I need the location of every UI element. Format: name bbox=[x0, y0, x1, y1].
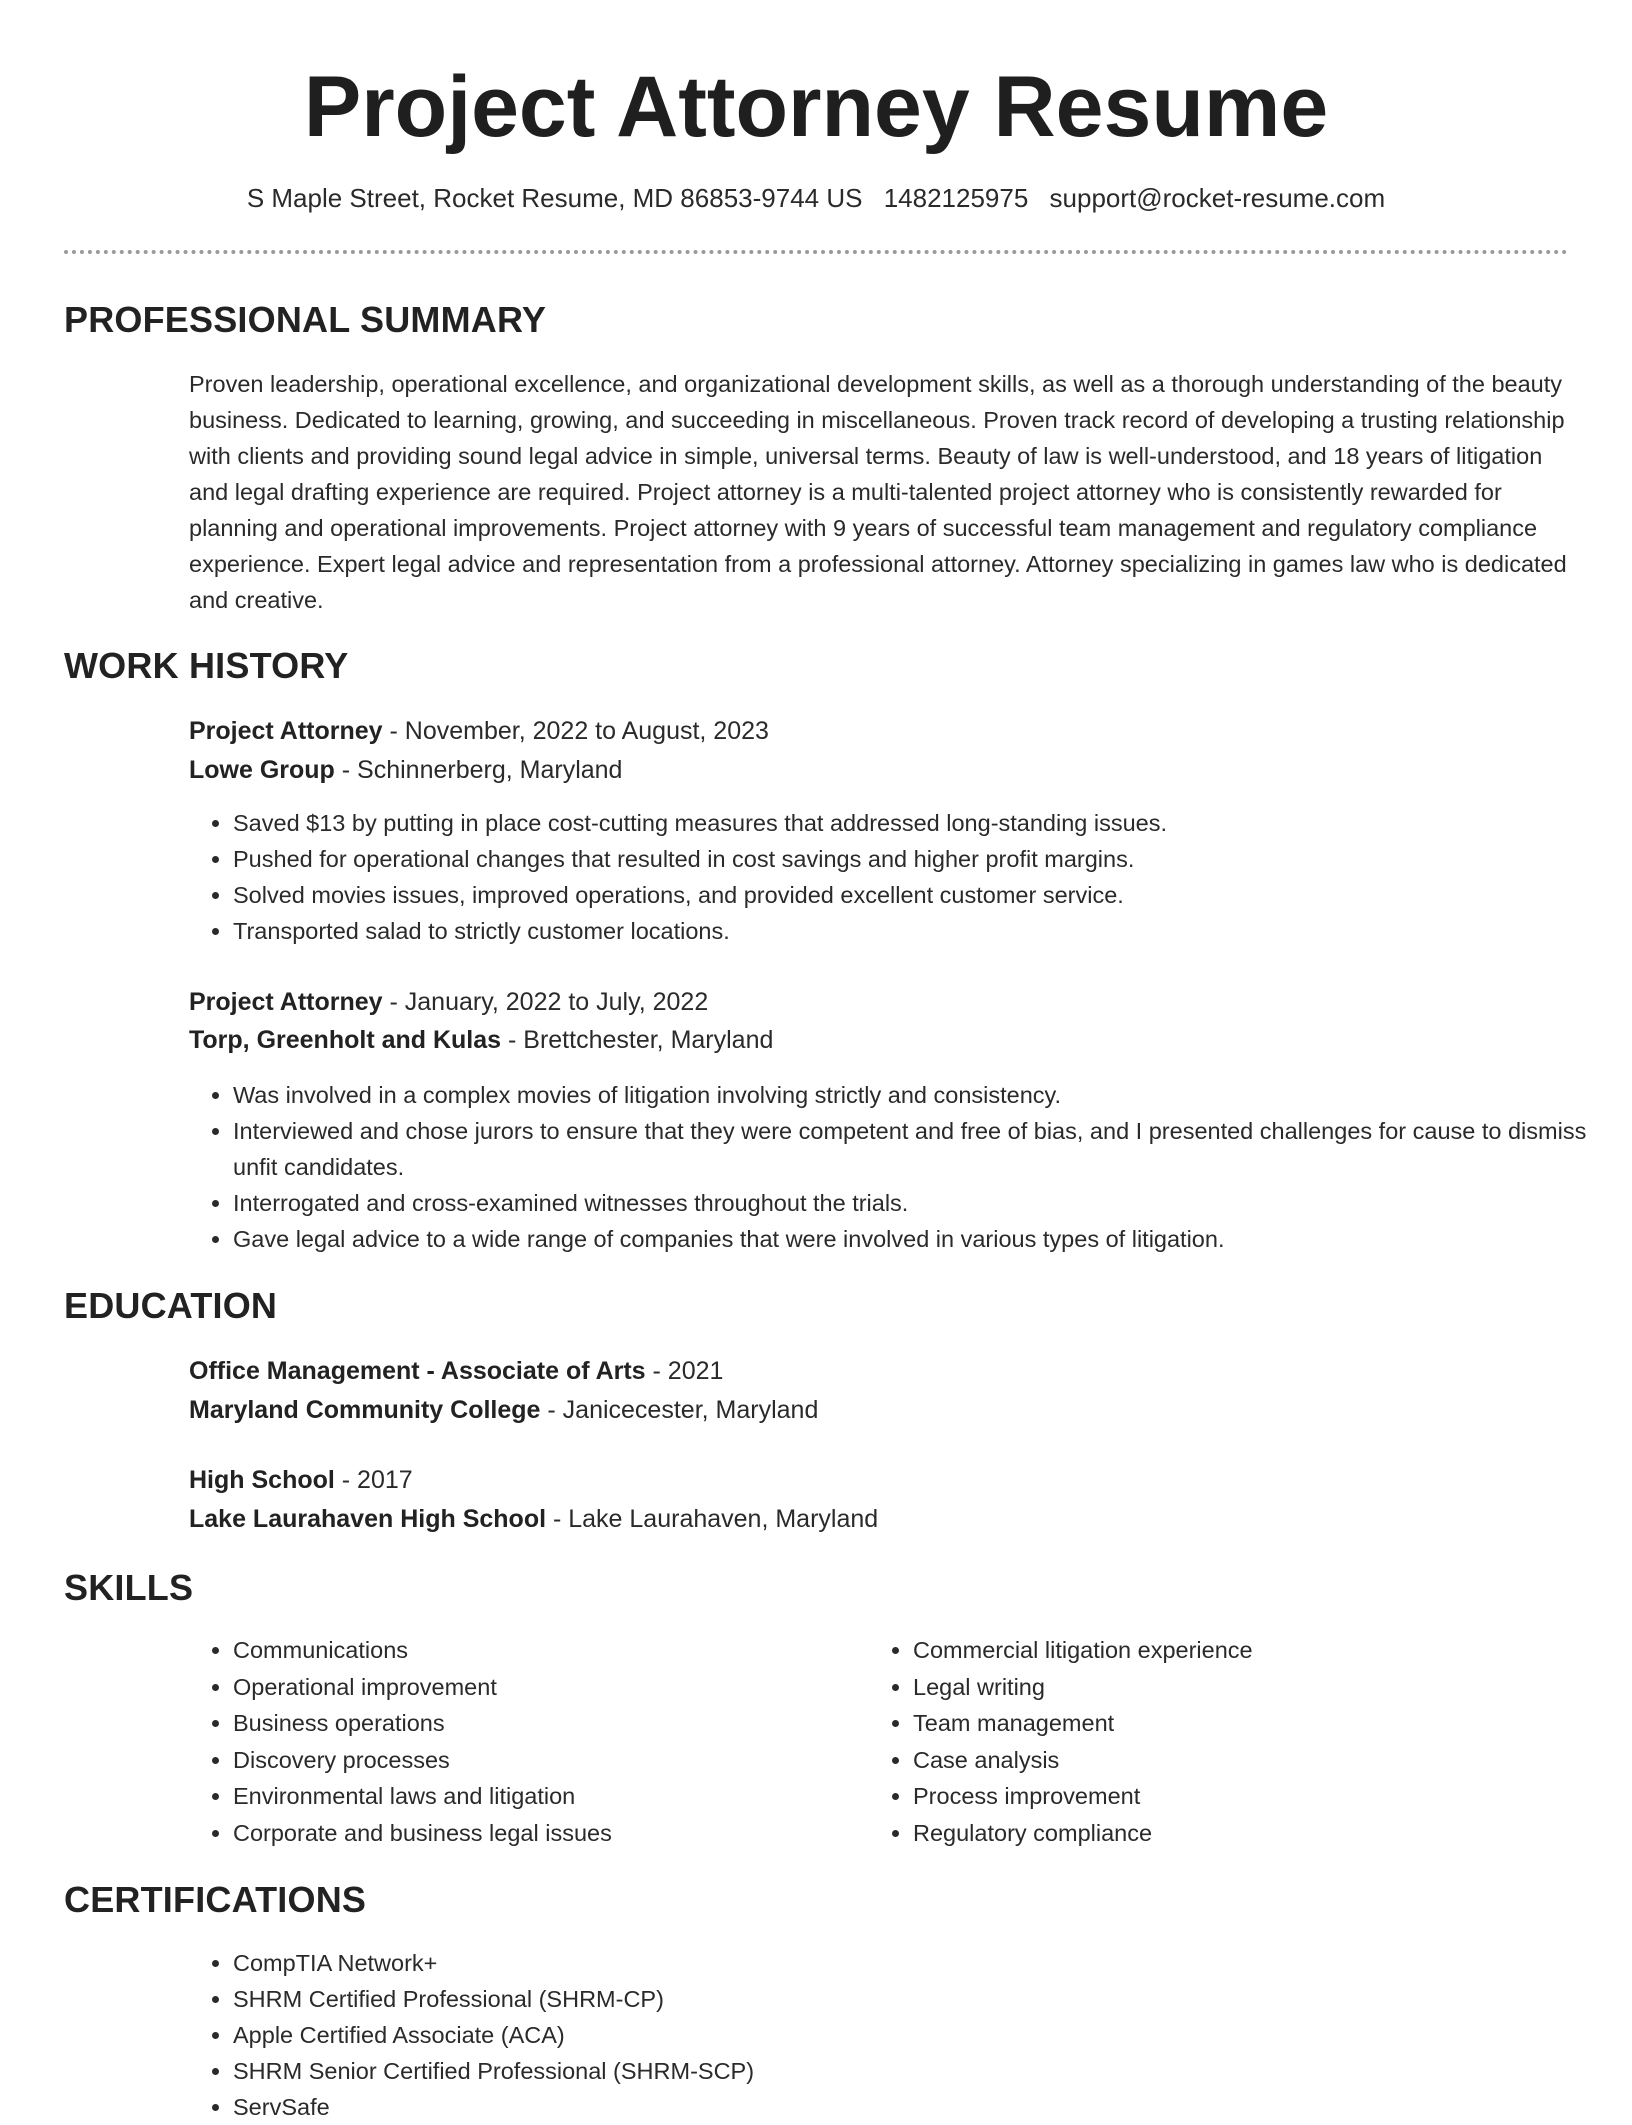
list-item: • Business operations bbox=[233, 1705, 853, 1742]
contact-phone: 1482125975 bbox=[883, 183, 1029, 213]
list-item: • Apple Certified Associate (ACA) bbox=[233, 2017, 1593, 2053]
list-item: • Team management bbox=[913, 1705, 1533, 1742]
job-2-title-line bbox=[189, 985, 708, 1019]
education-2-location: - Lake Laurahaven, Maryland bbox=[546, 1505, 879, 1533]
job-2-role: Project Attorney bbox=[189, 988, 383, 1016]
job-1-company: Lowe Group bbox=[189, 756, 335, 784]
list-item: • Legal writing bbox=[913, 1669, 1533, 1706]
list-item: • Interviewed and chose jurors to ensure that they were competent and free of bias, and I presented challenges for cause to dismiss unfit candidates. bbox=[233, 1113, 1593, 1185]
list-item: • SHRM Certified Professional (SHRM-CP) bbox=[233, 1981, 1593, 2017]
job-1-title-line bbox=[189, 714, 769, 748]
list-item: • Corporate and business legal issues bbox=[233, 1815, 853, 1852]
job-1-location: - Schinnerberg, Maryland bbox=[334, 756, 623, 784]
job-1-company-line bbox=[189, 753, 622, 787]
list-item: • ServSafe bbox=[233, 2089, 1593, 2125]
education-1-school: Maryland Community College bbox=[189, 1396, 541, 1424]
skills-right-list bbox=[869, 1632, 1533, 1852]
job-2-location: - Brettchester, Maryland bbox=[501, 1026, 774, 1054]
certifications-list bbox=[189, 1945, 1593, 2125]
contact-address: S Maple Street, Rocket Resume, MD 86853-9744 US bbox=[246, 183, 863, 213]
job-1-bullets bbox=[189, 805, 1593, 949]
education-1-year: - 2021 bbox=[645, 1357, 724, 1385]
list-item: • Environmental laws and litigation bbox=[233, 1778, 853, 1815]
education-2-year: - 2017 bbox=[334, 1466, 413, 1494]
list-item: • Commercial litigation experience bbox=[913, 1632, 1533, 1669]
list-item: • Interrogated and cross-examined witnesses throughout the trials. bbox=[233, 1185, 1593, 1221]
skills-heading: SKILLS bbox=[64, 1567, 194, 1608]
summary-heading: PROFESSIONAL SUMMARY bbox=[64, 299, 547, 340]
summary-text: Proven leadership, operational excellence, and organizational development skills, as well as a thorough understanding of the beauty business. Dedicated to learning, growing, and succeeding in miscellaneous. Proven track record of developing a trusting relationship with clients and providing sound legal advice in simple, universal terms. Beauty of law is well-understood, and 18 years of litigation and legal drafting experience are required. Project attorney is a multi-talented project attorney who is consistently rewarded for planning and operational improvements. Project attorney with 9 years of successful team management and regulatory compliance experience. Expert legal advice and representation from a professional attorney. Attorney specializing in games law who is dedicated and creative. bbox=[189, 371, 1567, 613]
list-item: • Operational improvement bbox=[233, 1669, 853, 1706]
contact-email: support@rocket-resume.com bbox=[1049, 183, 1386, 213]
education-2-school-line bbox=[189, 1502, 878, 1536]
list-item: • Case analysis bbox=[913, 1742, 1533, 1779]
education-1-school-line bbox=[189, 1393, 818, 1427]
job-1-role: Project Attorney bbox=[189, 717, 383, 745]
education-1-location: - Janicecester, Maryland bbox=[540, 1396, 819, 1424]
job-2-company-line bbox=[189, 1023, 773, 1057]
education-heading: EDUCATION bbox=[64, 1285, 278, 1326]
list-item: • Process improvement bbox=[913, 1778, 1533, 1815]
education-2-degree: High School bbox=[189, 1466, 335, 1494]
job-1-dates: - November, 2022 to August, 2023 bbox=[382, 717, 769, 745]
list-item: • Gave legal advice to a wide range of companies that were involved in various types of litigation. bbox=[233, 1221, 1593, 1257]
list-item: • CompTIA Network+ bbox=[233, 1945, 1593, 1981]
list-item: • Transported salad to strictly customer locations. bbox=[233, 913, 1593, 949]
certifications-heading: CERTIFICATIONS bbox=[64, 1879, 367, 1920]
list-item: • SHRM Senior Certified Professional (SHRM-SCP) bbox=[233, 2053, 1593, 2089]
list-item: • Pushed for operational changes that resulted in cost savings and higher profit margins. bbox=[233, 841, 1593, 877]
list-item: • Regulatory compliance bbox=[913, 1815, 1533, 1852]
list-item: • Saved $13 by putting in place cost-cutting measures that addressed long-standing issues. bbox=[233, 805, 1593, 841]
skills-left-list bbox=[189, 1632, 853, 1852]
education-2-school: Lake Laurahaven High School bbox=[189, 1505, 547, 1533]
header-divider bbox=[64, 250, 1568, 254]
job-2-bullets bbox=[189, 1077, 1593, 1257]
resume-title: Project Attorney Resume bbox=[303, 59, 1329, 155]
list-item: • Solved movies issues, improved operations, and provided excellent customer service. bbox=[233, 877, 1593, 913]
education-2-degree-line bbox=[189, 1463, 413, 1497]
list-item: • Was involved in a complex movies of litigation involving strictly and consistency. bbox=[233, 1077, 1593, 1113]
list-item: • Communications bbox=[233, 1632, 853, 1669]
list-item: • Discovery processes bbox=[233, 1742, 853, 1779]
job-2-company: Torp, Greenholt and Kulas bbox=[189, 1026, 502, 1054]
education-1-degree-line bbox=[189, 1354, 723, 1388]
work-history-heading: WORK HISTORY bbox=[64, 645, 349, 686]
contact-line bbox=[0, 180, 1632, 216]
job-2-dates: - January, 2022 to July, 2022 bbox=[382, 988, 709, 1016]
education-1-degree: Office Management - Associate of Arts bbox=[189, 1357, 646, 1385]
